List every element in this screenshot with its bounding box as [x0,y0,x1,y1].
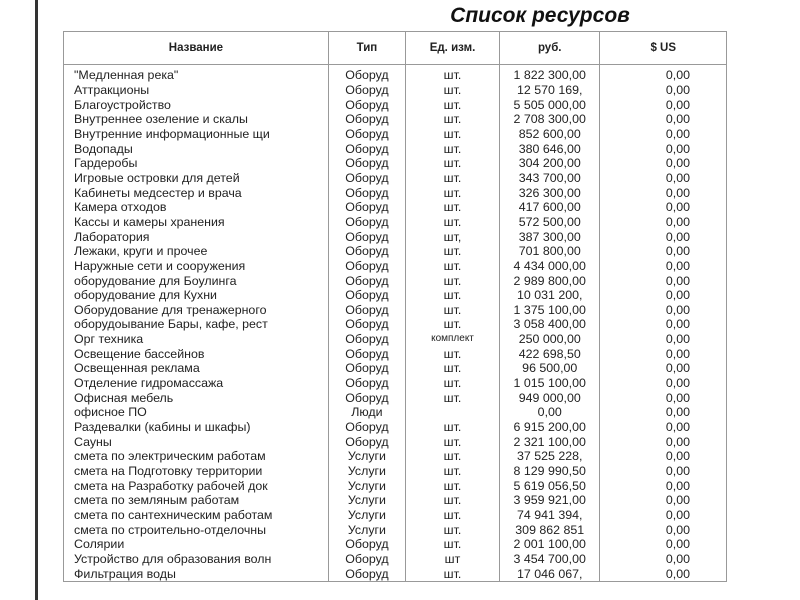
cell-name: офисное ПО [64,405,329,420]
table-row [64,361,727,376]
cell-unit: шт. [405,390,499,405]
cell-usd: 0,00 [600,229,727,244]
cell-name: Внутренние информационные щи [64,127,329,142]
table-row [64,434,727,449]
cell-type: Оборуд [328,288,405,303]
cell-type: Оборуд [328,141,405,156]
cell-usd: 0,00 [600,185,727,200]
cell-unit: шт. [405,493,499,508]
cell-name: Фильтрация воды [64,566,329,581]
cell-rub: 6 915 200,00 [500,420,600,435]
cell-type: Оборуд [328,376,405,391]
cell-usd: 0,00 [600,259,727,274]
table-row [64,200,727,215]
cell-rub: 3 058 400,00 [500,317,600,332]
cell-name: Отделение гидромассажа [64,376,329,391]
cell-usd: 0,00 [600,97,727,112]
cell-unit: комплект [405,332,499,347]
cell-type: Оборуд [328,65,405,83]
table-row [64,259,727,274]
cell-unit: шт. [405,420,499,435]
table-row [64,141,727,156]
table-row [64,566,727,581]
cell-name: смета по строительно-отделочны [64,522,329,537]
cell-type: Оборуд [328,346,405,361]
cell-unit: шт. [405,141,499,156]
table-row [64,478,727,493]
cell-usd: 0,00 [600,478,727,493]
cell-name: Устройство для образования волн [64,552,329,567]
table-row [64,215,727,230]
cell-unit: шт. [405,346,499,361]
cell-type: Услуги [328,464,405,479]
cell-rub: 304 200,00 [500,156,600,171]
cell-name: Лежаки, круги и прочее [64,244,329,259]
cell-type: Оборуд [328,303,405,318]
cell-name: смета по земляным работам [64,493,329,508]
cell-usd: 0,00 [600,288,727,303]
cell-unit: шт. [405,185,499,200]
cell-type: Оборуд [328,200,405,215]
cell-usd: 0,00 [600,346,727,361]
table-row [64,493,727,508]
cell-type: Оборуд [328,244,405,259]
cell-usd: 0,00 [600,65,727,83]
column-header-rub: руб. [500,32,600,65]
column-header-name: Название [64,32,329,65]
cell-rub: 949 000,00 [500,390,600,405]
table-row [64,508,727,523]
column-header-type: Тип [328,32,405,65]
cell-rub: 1 015 100,00 [500,376,600,391]
cell-type: Люди [328,405,405,420]
cell-type: Оборуд [328,171,405,186]
cell-usd: 0,00 [600,405,727,420]
column-header-unit: Ед. изм. [405,32,499,65]
cell-rub: 96 500,00 [500,361,600,376]
cell-unit: шт. [405,288,499,303]
cell-type: Оборуд [328,156,405,171]
cell-unit: шт. [405,127,499,142]
cell-unit: шт. [405,112,499,127]
cell-rub: 2 321 100,00 [500,434,600,449]
cell-usd: 0,00 [600,390,727,405]
cell-usd: 0,00 [600,171,727,186]
table-row [64,97,727,112]
cell-type: Услуги [328,522,405,537]
cell-unit: шт, [405,229,499,244]
cell-usd: 0,00 [600,522,727,537]
table-row [64,112,727,127]
cell-rub: 701 800,00 [500,244,600,259]
cell-type: Оборуд [328,420,405,435]
cell-usd: 0,00 [600,449,727,464]
cell-rub: 326 300,00 [500,185,600,200]
cell-type: Оборуд [328,215,405,230]
table-row [64,376,727,391]
table-row [64,288,727,303]
cell-unit: шт. [405,537,499,552]
cell-unit: шт. [405,200,499,215]
cell-rub: 8 129 990,50 [500,464,600,479]
table-row [64,273,727,288]
table-row [64,420,727,435]
cell-unit: шт. [405,244,499,259]
cell-type: Услуги [328,508,405,523]
cell-rub: 5 505 000,00 [500,97,600,112]
cell-rub: 387 300,00 [500,229,600,244]
table-row [64,346,727,361]
table-row [64,244,727,259]
cell-type: Услуги [328,449,405,464]
resource-table [63,31,727,582]
cell-type: Оборуд [328,97,405,112]
cell-name: Кабинеты медсестер и врача [64,185,329,200]
cell-name: смета на Разработку рабочей док [64,478,329,493]
cell-usd: 0,00 [600,244,727,259]
cell-rub: 0,00 [500,405,600,420]
cell-type: Оборуд [328,390,405,405]
cell-usd: 0,00 [600,420,727,435]
cell-type: Оборуд [328,317,405,332]
table-row [64,303,727,318]
cell-unit: шт. [405,376,499,391]
cell-unit [405,405,499,420]
cell-rub: 2 001 100,00 [500,537,600,552]
cell-usd: 0,00 [600,112,727,127]
cell-type: Оборуд [328,434,405,449]
cell-type: Оборуд [328,229,405,244]
cell-rub: 2 708 300,00 [500,112,600,127]
page-title: Список ресурсов [450,4,630,27]
cell-unit: шт. [405,434,499,449]
cell-rub: 10 031 200, [500,288,600,303]
cell-type: Оборуд [328,185,405,200]
table-header-row [64,32,727,65]
cell-usd: 0,00 [600,376,727,391]
cell-unit: шт. [405,215,499,230]
cell-rub: 4 434 000,00 [500,259,600,274]
cell-rub: 3 454 700,00 [500,552,600,567]
cell-name: Освещение бассейнов [64,346,329,361]
table-row [64,65,727,83]
cell-type: Оборуд [328,361,405,376]
cell-type: Оборуд [328,83,405,98]
cell-name: Внутреннее озеление и скалы [64,112,329,127]
cell-rub: 3 959 921,00 [500,493,600,508]
cell-type: Оборуд [328,566,405,581]
cell-rub: 5 619 056,50 [500,478,600,493]
cell-unit: шт. [405,361,499,376]
cell-usd: 0,00 [600,361,727,376]
cell-name: смета по электрическим работам [64,449,329,464]
cell-rub: 250 000,00 [500,332,600,347]
cell-unit: шт. [405,259,499,274]
cell-rub: 309 862 851 [500,522,600,537]
cell-name: Благоустройство [64,97,329,112]
cell-usd: 0,00 [600,127,727,142]
cell-name: Офисная мебель [64,390,329,405]
cell-usd: 0,00 [600,156,727,171]
cell-usd: 0,00 [600,317,727,332]
cell-name: Лаборатория [64,229,329,244]
cell-usd: 0,00 [600,464,727,479]
cell-name: Наружные сети и сооружения [64,259,329,274]
cell-type: Оборуд [328,259,405,274]
cell-rub: 17 046 067, [500,566,600,581]
cell-unit: шт. [405,317,499,332]
table-row [64,185,727,200]
cell-name: Солярии [64,537,329,552]
cell-usd: 0,00 [600,537,727,552]
table-row [64,171,727,186]
cell-unit: шт [405,552,499,567]
cell-usd: 0,00 [600,493,727,508]
table-row [64,552,727,567]
cell-name: Кассы и камеры хранения [64,215,329,230]
cell-name: оборудование для Кухни [64,288,329,303]
cell-usd: 0,00 [600,273,727,288]
cell-usd: 0,00 [600,566,727,581]
cell-unit: шт. [405,156,499,171]
cell-unit: шт. [405,449,499,464]
table-row [64,449,727,464]
table-row [64,522,727,537]
cell-name: смета на Подготовку территории [64,464,329,479]
table-row [64,405,727,420]
table-row [64,83,727,98]
table-row [64,332,727,347]
cell-unit: шт. [405,508,499,523]
cell-name: Гардеробы [64,156,329,171]
cell-type: Оборуд [328,273,405,288]
cell-name: Оборудование для тренажерного [64,303,329,318]
cell-rub: 1 375 100,00 [500,303,600,318]
cell-usd: 0,00 [600,332,727,347]
cell-rub: 417 600,00 [500,200,600,215]
cell-name: Освещенная реклама [64,361,329,376]
cell-name: Орг техника [64,332,329,347]
cell-unit: шт. [405,97,499,112]
cell-usd: 0,00 [600,83,727,98]
table-row [64,390,727,405]
cell-rub: 852 600,00 [500,127,600,142]
cell-name: оборудование для Боулинга [64,273,329,288]
table-row [64,464,727,479]
cell-name: Камера отходов [64,200,329,215]
column-header-usd: $ US [600,32,727,65]
cell-usd: 0,00 [600,200,727,215]
cell-rub: 2 989 800,00 [500,273,600,288]
cell-rub: 37 525 228, [500,449,600,464]
cell-unit: шт. [405,478,499,493]
table-row [64,127,727,142]
cell-type: Услуги [328,478,405,493]
cell-name: Водопады [64,141,329,156]
cell-usd: 0,00 [600,303,727,318]
cell-unit: шт. [405,171,499,186]
page-edge-line [35,0,38,600]
cell-type: Оборуд [328,127,405,142]
cell-name: Игровые островки для детей [64,171,329,186]
cell-rub: 380 646,00 [500,141,600,156]
cell-type: Оборуд [328,332,405,347]
cell-name: Аттракционы [64,83,329,98]
cell-unit: шт. [405,464,499,479]
cell-type: Оборуд [328,552,405,567]
cell-type: Оборуд [328,537,405,552]
cell-unit: шт. [405,65,499,83]
cell-name: смета по сантехническим работам [64,508,329,523]
table-row [64,156,727,171]
cell-unit: шт. [405,522,499,537]
cell-unit: шт. [405,303,499,318]
cell-name: "Медленная река" [64,65,329,83]
cell-rub: 572 500,00 [500,215,600,230]
cell-usd: 0,00 [600,508,727,523]
cell-type: Услуги [328,493,405,508]
cell-unit: шт. [405,83,499,98]
cell-usd: 0,00 [600,215,727,230]
cell-type: Оборуд [328,112,405,127]
cell-unit: шт. [405,273,499,288]
cell-usd: 0,00 [600,552,727,567]
cell-rub: 422 698,50 [500,346,600,361]
cell-name: Раздевалки (кабины и шкафы) [64,420,329,435]
cell-rub: 12 570 169, [500,83,600,98]
table-row [64,537,727,552]
cell-usd: 0,00 [600,141,727,156]
cell-rub: 74 941 394, [500,508,600,523]
cell-rub: 1 822 300,00 [500,65,600,83]
table-row [64,317,727,332]
table-row [64,229,727,244]
cell-name: Сауны [64,434,329,449]
cell-unit: шт. [405,566,499,581]
cell-rub: 343 700,00 [500,171,600,186]
cell-usd: 0,00 [600,434,727,449]
cell-name: оборудоывание Бары, кафе, рест [64,317,329,332]
